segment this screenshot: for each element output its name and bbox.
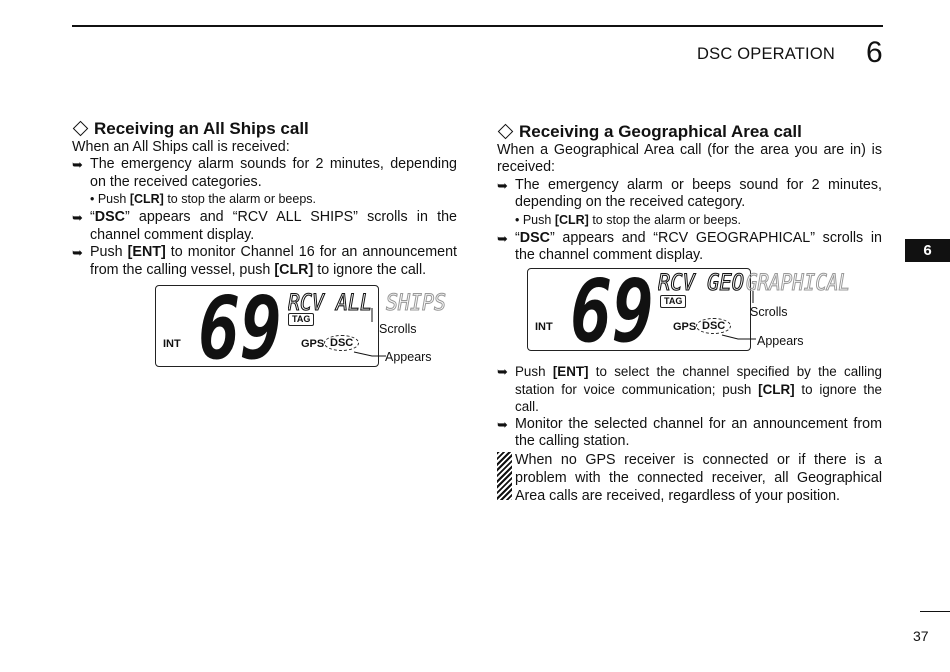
left-heading-text: Receiving an All Ships call (94, 119, 309, 138)
ent-key-label: [ENT] (127, 244, 166, 261)
clr-key-label: [CLR] (554, 212, 589, 227)
clr-key-label: [CLR] (274, 261, 314, 278)
left-intro: When an All Ships call is received: (72, 138, 290, 155)
ent-key-label: [ENT] (552, 364, 589, 379)
page-number-rule (920, 611, 950, 612)
gps-indicator: GPS (301, 338, 325, 350)
header-rule (72, 25, 883, 27)
int-indicator: INT (163, 338, 181, 350)
dsc-key-label: DSC (94, 208, 125, 225)
left-sub-post: to stop the alarm or beeps. (163, 192, 317, 207)
arrow-bullet-icon: ➥ (72, 157, 83, 173)
right-bullet-2 (497, 230, 882, 265)
left-bullet-2-text (90, 209, 457, 244)
dsc-indicator: DSC (696, 318, 731, 334)
clr-key-label: [CLR] (129, 192, 164, 207)
appears-callout: Appears (757, 334, 804, 348)
left-bullet-1-sub (72, 191, 457, 209)
channel-number: 69 (198, 290, 282, 362)
right-bullet-3-text (515, 363, 882, 416)
right-bullet-4-text: Monitor the selected channel for an announcement from the calling station. (515, 415, 882, 450)
dsc-key-label: DSC (519, 229, 550, 246)
gps-note: When no GPS receiver is connected or if there is a problem with the connected receiver, all Geographical Area calls are received, regardless of your position. (515, 452, 882, 504)
right-bullet-2-text (515, 230, 882, 265)
left-column (72, 120, 457, 279)
right-sub-pre: • Push (515, 212, 555, 227)
page-number: 37 (913, 628, 929, 644)
scrolls-callout: Scrolls (379, 322, 417, 336)
right-heading (497, 123, 882, 141)
right-column-lower (497, 363, 882, 451)
channel-69-digits (196, 290, 286, 362)
gps-indicator: GPS (673, 321, 697, 333)
tag-indicator: TAG (288, 313, 314, 326)
left-bullet-2 (72, 209, 457, 244)
channel-number: 69 (570, 273, 654, 345)
arrow-bullet-icon: ➥ (497, 364, 508, 379)
left-sub-pre: • Push (90, 192, 130, 207)
left-bullet-3-text (90, 244, 457, 279)
arrow-bullet-icon: ➥ (497, 230, 508, 246)
arrow-bullet-icon: ➥ (497, 177, 508, 193)
section-title: DSC OPERATION (697, 45, 835, 63)
arrow-bullet-icon: ➥ (497, 416, 508, 432)
right-b3-post: to ignore the call. (515, 381, 882, 415)
note-hatch-icon (497, 452, 512, 500)
right-intro: When a Geographical Area call (for the area you are in) is received: (497, 141, 882, 176)
right-b2-post: ” appears and “RCV GEOGRAPHICAL” scrolls in the channel comment display. (515, 229, 882, 264)
clr-key-label: [CLR] (758, 381, 795, 397)
right-bullet-1-text: The emergency alarm or beeps sound for 2 minutes, depending on the received category. (515, 176, 882, 211)
left-bullet-3 (72, 244, 457, 279)
left-b2-pre: “ (90, 208, 95, 225)
right-bullet-1 (497, 177, 882, 212)
right-bullet-1-sub (497, 212, 882, 230)
right-b2-pre: “ (515, 229, 520, 246)
appears-callout: Appears (385, 350, 432, 364)
left-bullet-1-text: The emergency alarm sounds for 2 minutes, depending on the received categories. (90, 156, 457, 190)
right-bullet-3 (497, 363, 882, 416)
channel-69-digits (568, 273, 658, 345)
arrow-bullet-icon: ➥ (72, 245, 83, 261)
chapter-side-tab: 6 (905, 239, 950, 262)
scrolls-callout: Scrolls (750, 305, 788, 319)
right-b3-mid: to select the channel specified by the calling station for voice communication; push (515, 364, 882, 397)
right-sub-post: to stop the alarm or beeps. (588, 212, 742, 227)
left-b3-mid: to monitor Channel 16 for an announcement from the calling vessel, push (90, 244, 457, 278)
left-b2-post: ” appears and “RCV ALL SHIPS” scrolls in the channel comment display. (90, 208, 457, 243)
right-column (497, 123, 882, 265)
arrow-bullet-icon: ➥ (72, 209, 83, 225)
comment-solid: RCV GEO (658, 271, 744, 296)
left-b3-pre: Push (90, 244, 128, 261)
diamond-icon (498, 124, 514, 140)
left-heading (72, 120, 457, 138)
left-bullet-1 (72, 156, 457, 191)
right-bullet-4 (497, 416, 882, 451)
int-indicator: INT (535, 321, 553, 333)
right-heading-text: Receiving a Geographical Area call (519, 122, 802, 141)
tag-indicator: TAG (660, 295, 686, 308)
diamond-icon (73, 121, 89, 137)
dsc-indicator: DSC (324, 335, 359, 351)
comment-faded: SHIPS (386, 291, 446, 314)
right-b3-pre: Push (515, 364, 553, 379)
left-b3-post: to ignore the call. (313, 261, 427, 278)
comment-solid: RCV ALL (288, 291, 372, 314)
comment-faded: GRAPHICAL (746, 271, 850, 296)
chapter-number: 6 (866, 36, 883, 69)
